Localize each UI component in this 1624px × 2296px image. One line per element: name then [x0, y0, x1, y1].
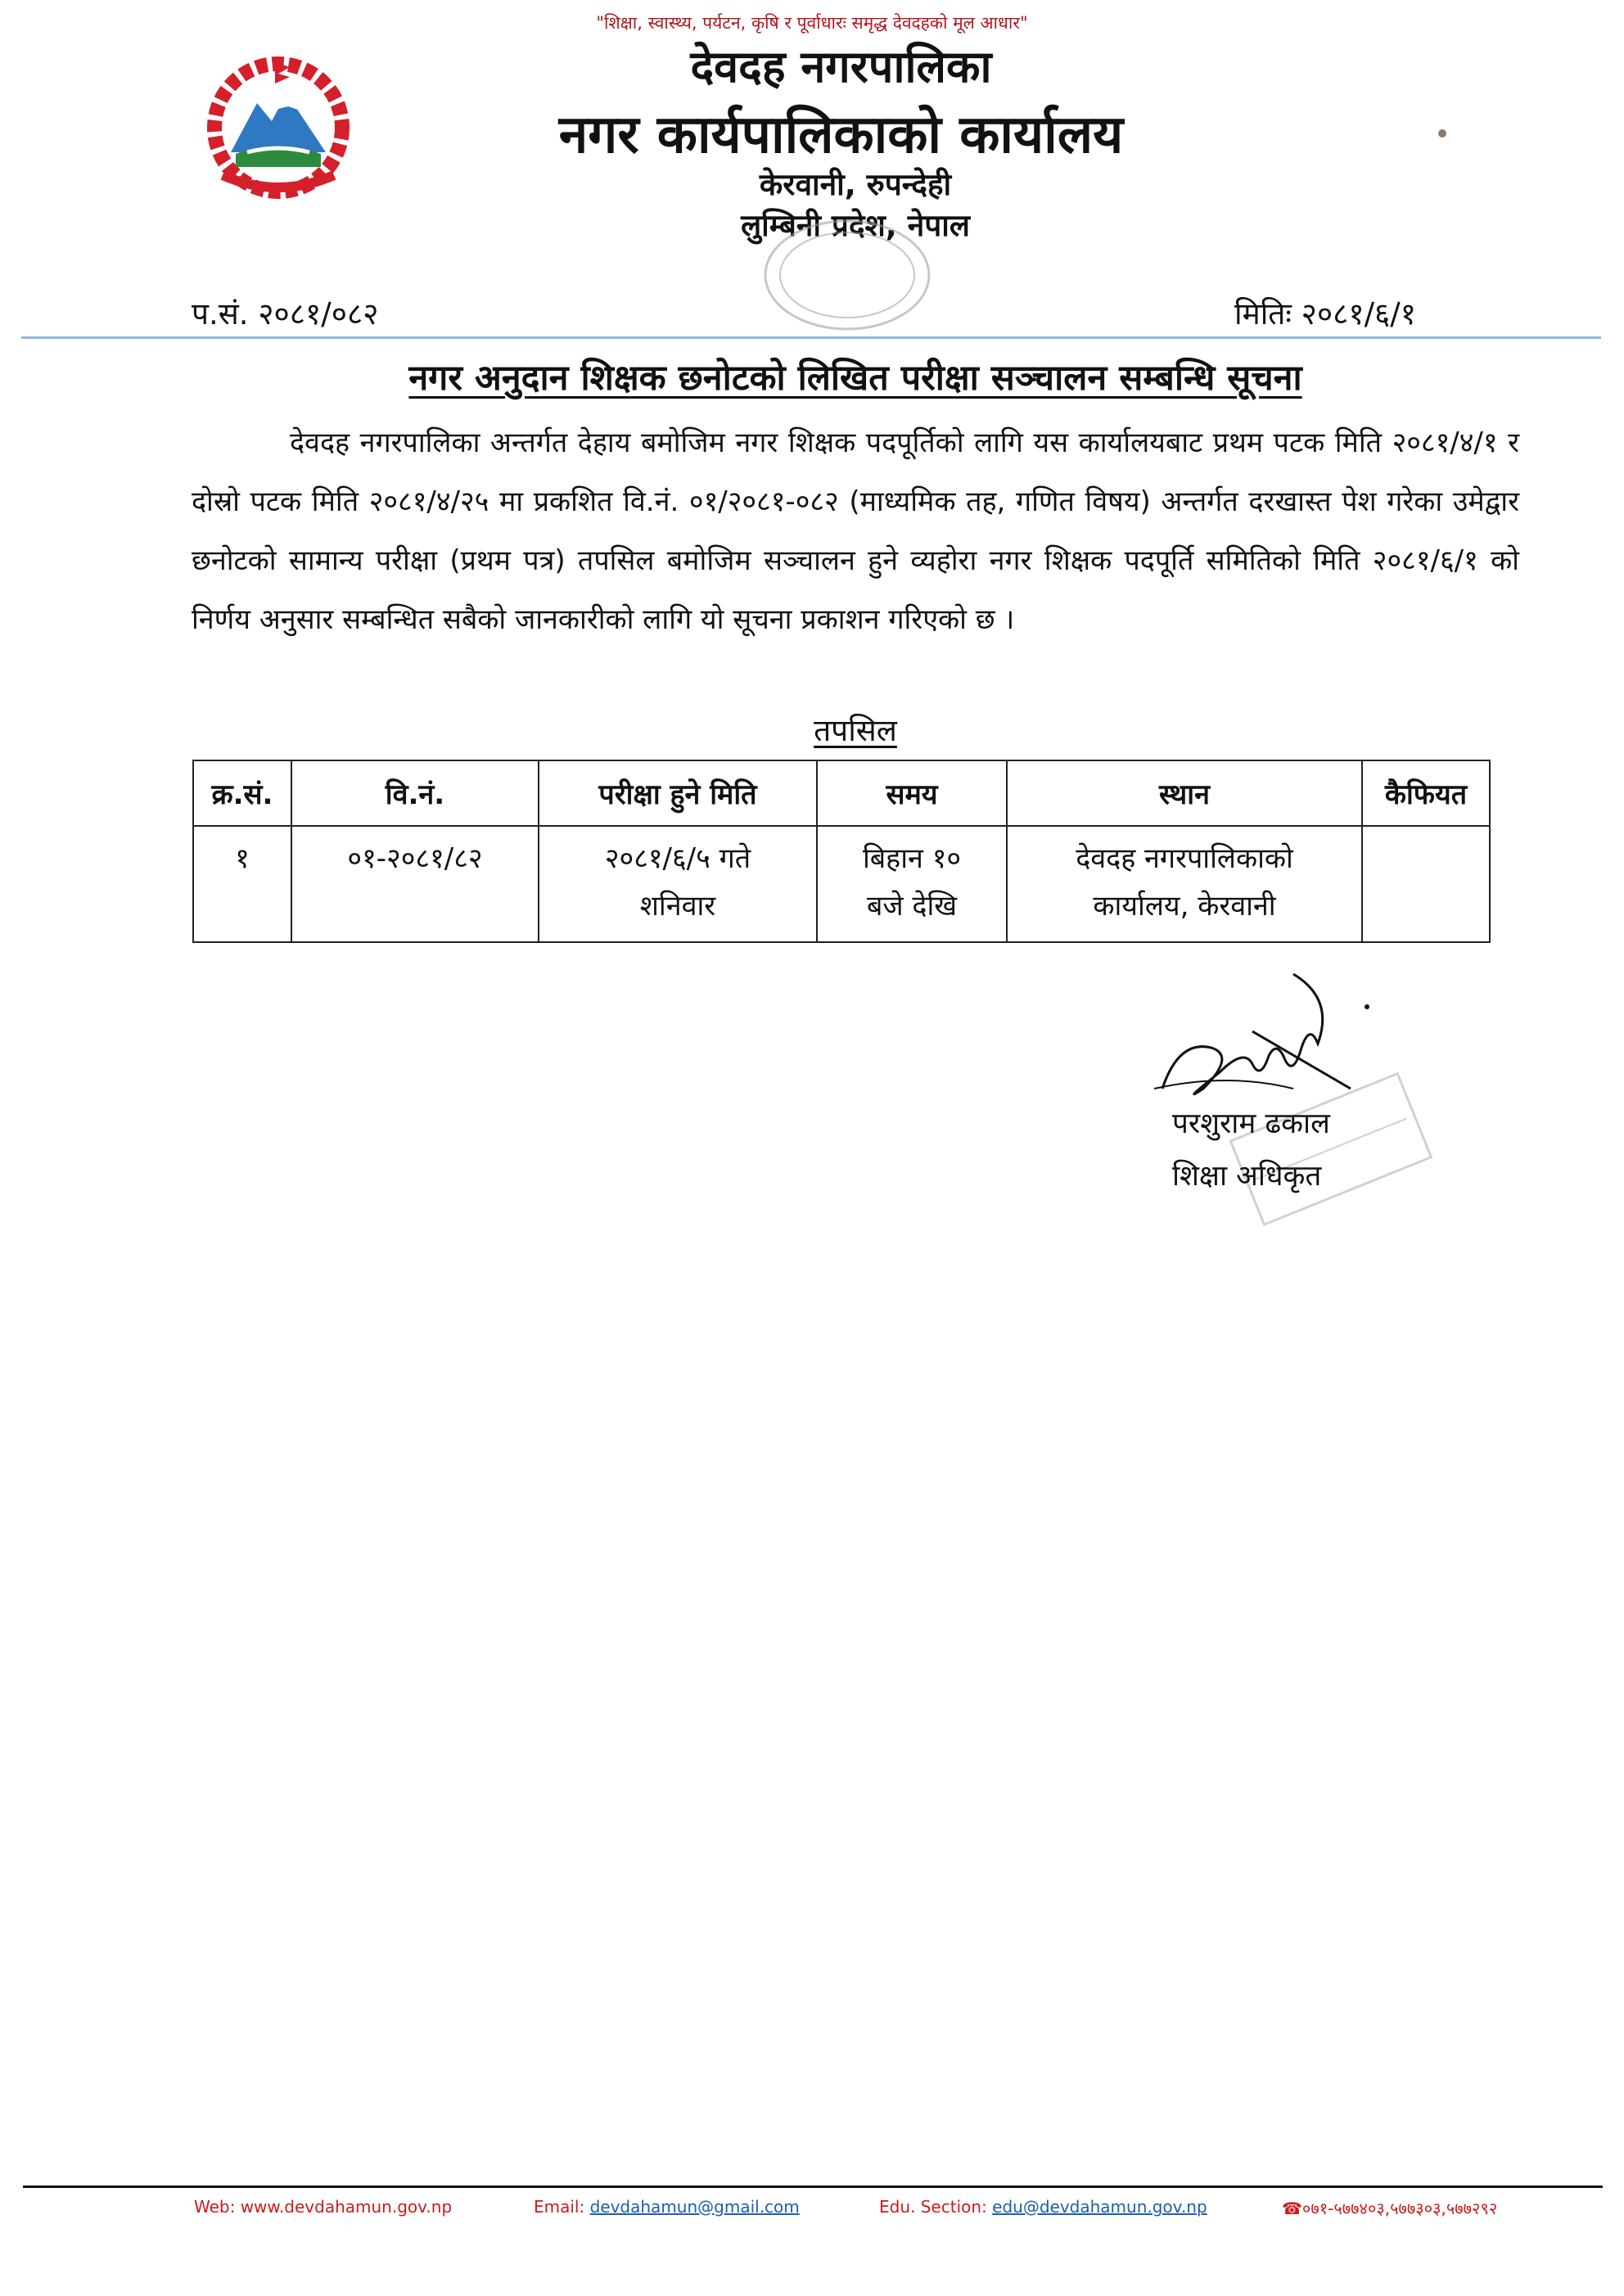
- cell-exam-date: [539, 826, 817, 942]
- cell-place: [1007, 826, 1362, 942]
- notice-date: मितिः २०८१/६/१: [1234, 296, 1416, 332]
- notice-body: देवदह नगरपालिका अन्तर्गत देहाय बमोजिम नगर शिक्षक पदपूर्तिको लागि यस कार्यालयबाट प्रथम पटक मिति २०८१/४/१ र दोस्रो पटक मिति २०८१/४/२५ मा प्रकशित वि.नं. ०१/२०८१-०८२ (माध्यमिक तह, गणित विषय) अन्तर्गत दरखास्त पेश गरेका उमेद्वार छनोटको सामान्य परीक्षा (प्रथम पत्र) तपसिल बमोजिम सञ्चालन हुने व्यहोरा नगर शिक्षक पदपूर्ति समितिको मिति २०८१/६/१ को निर्णय अनुसार सम्बन्धित सबैको जानकारीको लागि यो सूचना प्रकाशन गरिएको छ ।: [192, 426, 1519, 636]
- tagline: "शिक्षा, स्वास्थ्य, पर्यटन, कृषि र पूर्वाधारः समृद्ध देवदहको मूल आधार": [596, 13, 1028, 33]
- phone-icon: ☎: [1282, 2199, 1302, 2218]
- col-header-time: समय: [817, 760, 1007, 826]
- notice-subject-text: नगर अनुदान शिक्षक छनोटको लिखित परीक्षा सञ्चालन सम्बन्धि सूचना: [408, 358, 1302, 399]
- reference-number: प.सं. २०८१/०८२: [192, 296, 379, 332]
- col-header-vino: वि.नं.: [291, 760, 539, 826]
- office-seal-stamp: [757, 214, 937, 336]
- address-line-1: केरवानी, रुपन्देही: [759, 167, 952, 202]
- signatory-name: परशुराम ढकाल: [1172, 1107, 1330, 1140]
- header-divider: [21, 336, 1601, 339]
- footer-edu: [879, 2197, 1207, 2217]
- office-name: नगर कार्यपालिकाको कार्यालय: [558, 105, 1124, 165]
- place-line-1: देवदह नगरपालिकाको: [1076, 842, 1293, 875]
- time-line-2: बजे देखि: [866, 890, 958, 922]
- col-header-remarks: कैफियत: [1362, 760, 1490, 826]
- col-header-place: स्थान: [1007, 760, 1362, 826]
- footer-edu-link[interactable]: edu@devdahamun.gov.np: [992, 2197, 1207, 2217]
- footer-phone: [1282, 2197, 1497, 2219]
- footer-edu-label: Edu. Section:: [879, 2197, 987, 2217]
- exam-date-line-1: २०८१/६/५ गते: [604, 842, 751, 875]
- tapasil-label: तपसिल: [814, 713, 897, 748]
- exam-schedule-table: [192, 760, 1491, 943]
- footer-email-label: Email:: [534, 2197, 585, 2217]
- col-header-sn: क्र.सं.: [193, 760, 291, 826]
- scan-speck: [1438, 129, 1446, 138]
- footer-email: [534, 2197, 800, 2217]
- exam-date-line-2: शनिवार: [639, 890, 716, 922]
- table-row: [193, 826, 1490, 942]
- cell-time: [817, 826, 1007, 942]
- footer-web: Web: www.devdahamun.gov.np: [194, 2197, 453, 2217]
- place-line-2: कार्यालय, केरवानी: [1093, 890, 1276, 922]
- notice-subject: [0, 352, 1624, 400]
- cell-remarks: [1362, 826, 1490, 942]
- signatory-title: शिक्षा अधिकृत: [1172, 1160, 1322, 1193]
- cell-sn: १: [193, 826, 291, 942]
- table-header-row: [193, 760, 1490, 826]
- cell-vino: ०१-२०८१/८२: [291, 826, 539, 942]
- address-line-2: लुम्बिनी प्रदेश, नेपाल: [741, 208, 970, 243]
- footer-email-link[interactable]: devdahamun@gmail.com: [589, 2197, 800, 2217]
- footer-divider: [23, 2185, 1603, 2188]
- tapasil-heading: [0, 708, 1624, 750]
- col-header-exam-date: परीक्षा हुने मिति: [539, 760, 817, 826]
- time-line-1: बिहान १०: [862, 842, 962, 875]
- municipality-name: देवदह नगरपालिका: [690, 41, 992, 92]
- footer-phone-number: ०७१-५७७४०३,५७७३०३,५७७२९२: [1301, 2199, 1498, 2218]
